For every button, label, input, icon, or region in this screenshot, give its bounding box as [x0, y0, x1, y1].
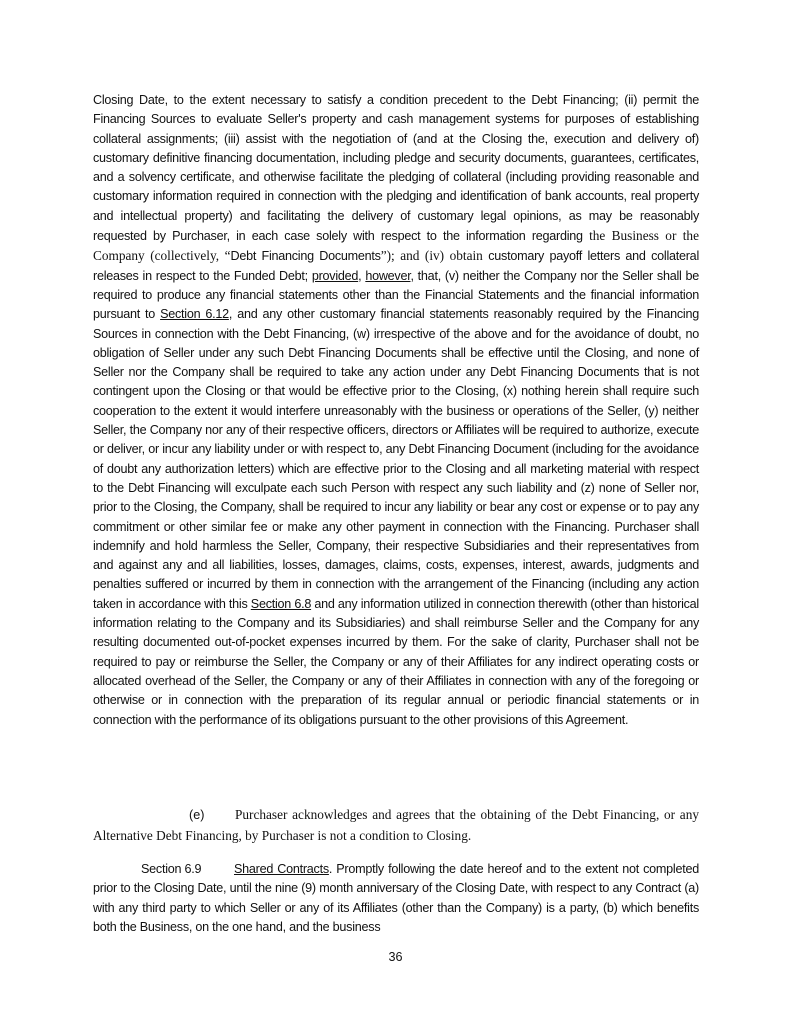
clause-e-text: Purchaser acknowledges and agrees that the obtaining of the Debt Financing, or any Alternative Debt Financing, by Purchaser is not a condition to Closing. [93, 807, 699, 843]
text-run: , [358, 268, 366, 283]
text-run: , and any other customary financial statements reasonably required by the Financing Sources in connection with the Debt Financing, (w) irrespective of the above and for the avoidance of doubt, no obligation of Seller under any such Debt Financing Documents shall be effective until the Closing, and none of Seller nor the Company shall be required to take any action under any Debt Financing Documents that is not contingent upon the Closing or that would be effective prior to the Closing, (x) nothing herein shall require such cooperation to the extent it would interfere unreasonably with the business or operations of the Seller, (y) neither Seller, the Company nor any of their respective officers, directors or Affiliates will be required to authorize, execute or deliver, or incur any liability under or with respect to, any Debt Financing Document (including for the avoidance of doubt any authorization letters) which are effective prior to the Closing and all marketing material with respect to the Debt Financing will exculpate each such Person with respect any such liability and (z) none of Seller nor, prior to the Closing, the Company, shall be required to incur any liability or bear any cost or expense or to pay any commitment or other similar fee or make any other payment in connection with the Financing. Purchaser shall indemnify and hold harmless the Seller, Company, their respective Subsidiaries and their representatives from and against any and all liabilities, losses, damages, claims, costs, expenses, interest, awards, judgments and penalties suffered or incurred by them in connection with the arrangement of the Financing (including any action taken in accordance with this [93, 307, 699, 611]
text-run: and any information utilized in connection therewith (other than historical information relating to the Company and its Subsidiaries) and shall reimburse Seller and the Company for any resulting documented out-of-pocket expenses incurred by them. For the sake of clarity, Purchaser shall not be required to pay or reimburse the Seller, the Company or any of their Affiliates for any indirect operating costs or allocated overhead of the Seller, the Company or any of their Affiliates in connection with any of the foregoing or otherwise or in connection with the preparation of its regular annual or periodic financial statements or in connection with the performance of its obligations pursuant to the other provisions of this Agreement. [93, 596, 699, 727]
defined-term-debt-financing-documents: Debt Financing Documents [230, 249, 381, 264]
text-run: , that, (v) neither the Company nor the Seller shall be required to produce any financial statements other than the Financial Statements and the financial information pursuant to [93, 268, 700, 322]
section-6-9-text: . Promptly following the date hereof and to the extent not completed prior to the Closing Date, until the nine (9) month anniversary of the Closing Date, with respect to any Contract (a) with any third party to which Seller or any of its Affiliates (other than the Company) is a party, (b) which benefits both the Business, on the one hand, and the business [93, 862, 699, 934]
text-run-serif: ”); and (iv) obtain [380, 248, 483, 264]
text-run-serif: the Business or the Company (collectively, “ [93, 228, 699, 264]
section-heading-shared-contracts: Shared Contracts [234, 862, 329, 876]
section-6-12-reference: Section 6.12 [160, 307, 229, 322]
paragraph-section-6-9 [93, 860, 699, 937]
clause-label-e: (e) [189, 808, 205, 822]
text-run: Closing Date, to the extent necessary to satisfy a condition precedent to the Debt Financing; (ii) permit the Financing Sources to evaluate Seller's property and cash management systems for purposes of establishing collateral assignments; (iii) assist with the negotiation of (and at the Closing the, execution and delivery of) customary definitive financing documentation, including pledge and security documents, guarantees, certificates, and a solvency certificate, and otherwise facilitate the pledging of collateral (including providing reasonable and customary information required in connection with the pledging and identification of bank accounts, real property and intellectual property) and facilitating the delivery of customary legal opinions, as may be reasonably requested by Purchaser, in each case solely with respect to the information regarding [93, 93, 699, 244]
section-number: Section 6.9 [141, 862, 202, 876]
paragraph-debt-financing-cooperation [93, 91, 699, 730]
provided-term: provided [311, 268, 359, 283]
however-term: however [365, 268, 411, 283]
paragraph-e-acknowledgement [93, 805, 699, 845]
section-6-8-reference: Section 6.8 [250, 596, 312, 611]
page-number: 36 [388, 950, 403, 964]
text-run: customary payoff letters and collateral releases in respect to the Funded Debt; [93, 249, 699, 283]
